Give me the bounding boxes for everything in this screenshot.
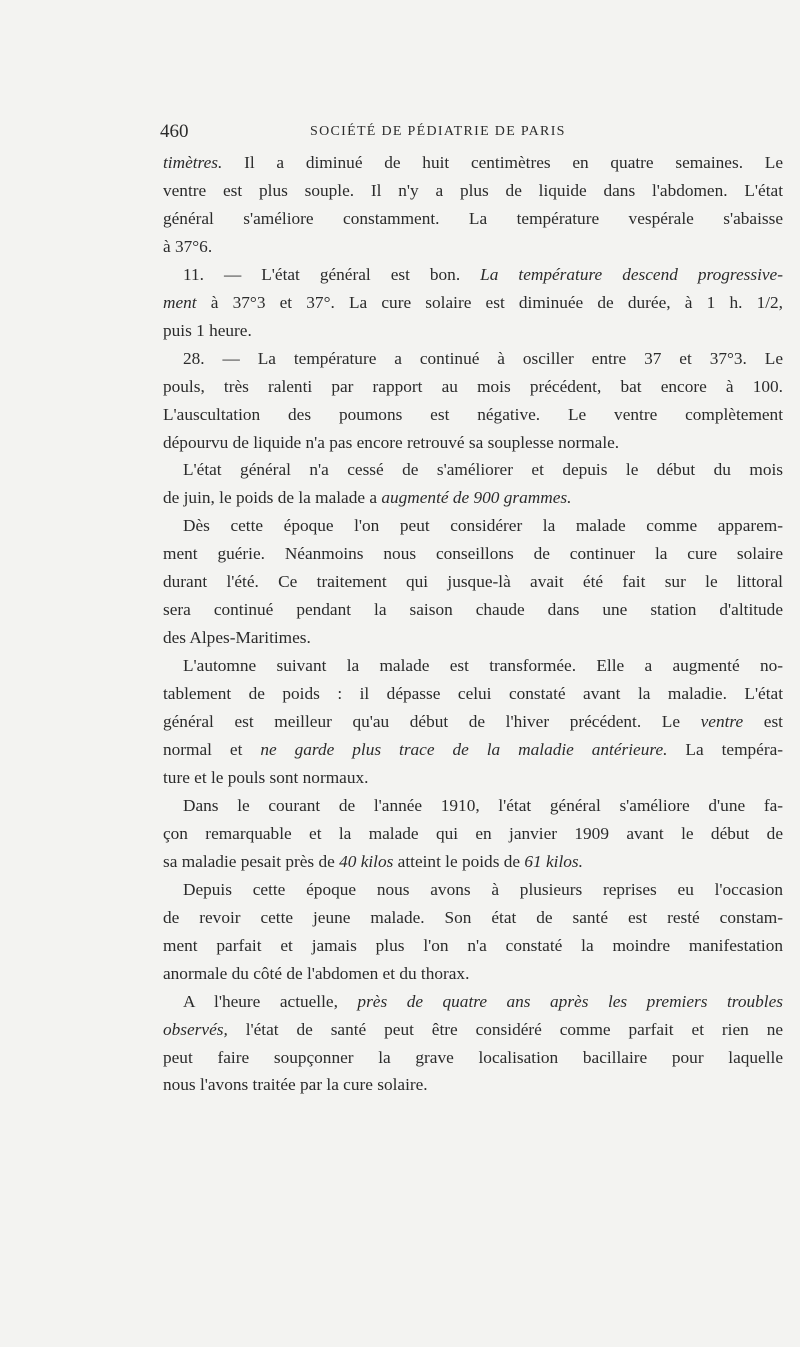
page-header [160,121,620,147]
text-segment: ventre est plus souple. Il n'y a plus de liquide dans l'abdomen. L'état [163,180,783,200]
text-line [163,205,783,233]
italic-text: ventre [700,712,744,732]
italic-text: près de quatre ans après les premiers troubles [357,991,783,1011]
text-line [163,373,783,401]
text-line [163,233,783,261]
text-line [163,820,783,848]
running-title: SOCIÉTÉ DE PÉDIATRIE DE PARIS [310,124,566,139]
text-segment: des Alpes-Maritimes. [163,628,311,648]
text-segment: est [743,712,783,732]
text-line [163,401,783,429]
text-line [163,764,783,792]
text-segment: atteint le poids de [393,851,525,871]
text-segment: puis 1 heure. [163,320,252,340]
text-line [163,345,783,373]
text-segment: durant l'été. Ce traitement qui jusque-là avait été fait sur le littoral [163,572,783,592]
text-line [163,960,783,988]
text-line [163,596,783,624]
text-segment: de revoir cette jeune malade. Son état de santé est resté constam- [163,907,783,927]
italic-text: ne garde plus trace de la maladie antérieure. [260,740,668,760]
text-segment: 11. — L'état général est bon. [183,264,481,284]
text-line [163,736,783,764]
text-line [163,177,783,205]
text-line [163,1071,783,1099]
text-segment: nous l'avons traitée par la cure solaire. [163,1075,428,1095]
italic-text: 61 kilos. [524,851,583,871]
text-segment: pouls, très ralenti par rapport au mois précédent, bat encore à 100. [163,376,783,396]
text-line [163,876,783,904]
text-line [163,429,783,457]
text-line [163,512,783,540]
text-line [163,988,783,1016]
text-line [163,904,783,932]
text-line [163,149,783,177]
text-segment: Il a diminué de huit centimètres en quatre semaines. Le [222,153,783,172]
text-segment: peut faire soupçonner la grave localisation bacillaire pour laquelle [163,1047,783,1067]
text-segment: Dans le courant de l'année 1910, l'état général s'améliore d'une fa- [183,795,783,815]
text-segment: à 37°3 et 37°. La cure solaire est diminuée de durée, à 1 h. 1/2, [196,292,783,312]
page-number: 460 [160,121,189,142]
text-segment: 28. — La température a continué à osciller entre 37 et 37°3. Le [183,348,783,368]
text-line [163,568,783,596]
text-line [163,848,783,876]
text-segment: A l'heure actuelle, [183,991,358,1011]
text-line [163,932,783,960]
text-segment: Dès cette époque l'on peut considérer la malade comme apparem- [183,516,783,536]
text-line [163,456,783,484]
text-segment: Depuis cette époque nous avons à plusieurs reprises eu l'occasion [183,879,783,899]
italic-text: 40 kilos [339,851,394,871]
text-line [163,484,783,512]
text-segment: sera continué pendant la saison chaude dans une station d'altitude [163,600,783,620]
text-line [163,708,783,736]
text-line [163,792,783,820]
body-text [163,149,783,1099]
text-segment: général est meilleur qu'au début de l'hiver précédent. Le [163,712,701,732]
italic-text: timètres. [163,153,223,172]
text-line [163,540,783,568]
text-segment: L'état général n'a cessé de s'améliorer et depuis le début du mois [183,460,783,480]
text-line [163,261,783,289]
text-segment: normal et [163,740,261,760]
text-segment: l'état de santé peut être considéré comme parfait et rien ne [227,1019,783,1039]
text-line [163,289,783,317]
text-segment: çon remarquable et la malade qui en janvier 1909 avant le début de [163,823,783,843]
text-segment: anormale du côté de l'abdomen et du thorax. [163,963,470,983]
text-segment: tablement de poids : il dépasse celui constaté avant la maladie. L'état [163,684,783,704]
text-segment: de juin, le poids de la malade a [163,488,382,508]
text-segment: ture et le pouls sont normaux. [163,767,369,787]
italic-text: La température descend progressive- [480,264,783,284]
italic-text: ment [163,292,197,312]
text-segment: ment guérie. Néanmoins nous conseillons de continuer la cure solaire [163,544,783,564]
text-segment: L'auscultation des poumons est négative. Le ventre complètement [163,404,783,424]
text-segment: L'automne suivant la malade est transformée. Elle a augmenté no- [183,656,783,676]
text-segment: dépourvu de liquide n'a pas encore retrouvé sa souplesse normale. [163,432,620,452]
italic-text: augmenté de 900 grammes. [381,488,572,508]
text-line [163,680,783,708]
text-segment: La tempéra- [667,740,783,760]
text-line [163,317,783,345]
text-line [163,652,783,680]
text-segment: ment parfait et jamais plus l'on n'a constaté la moindre manifestation [163,935,783,955]
text-segment: à 37°6. [163,236,213,256]
text-segment: général s'améliore constamment. La température vespérale s'abaisse [163,208,783,228]
text-segment: sa maladie pesait près de [163,851,340,871]
text-line [163,624,783,652]
italic-text: observés, [163,1019,228,1039]
text-line [163,1016,783,1044]
text-line [163,1044,783,1072]
